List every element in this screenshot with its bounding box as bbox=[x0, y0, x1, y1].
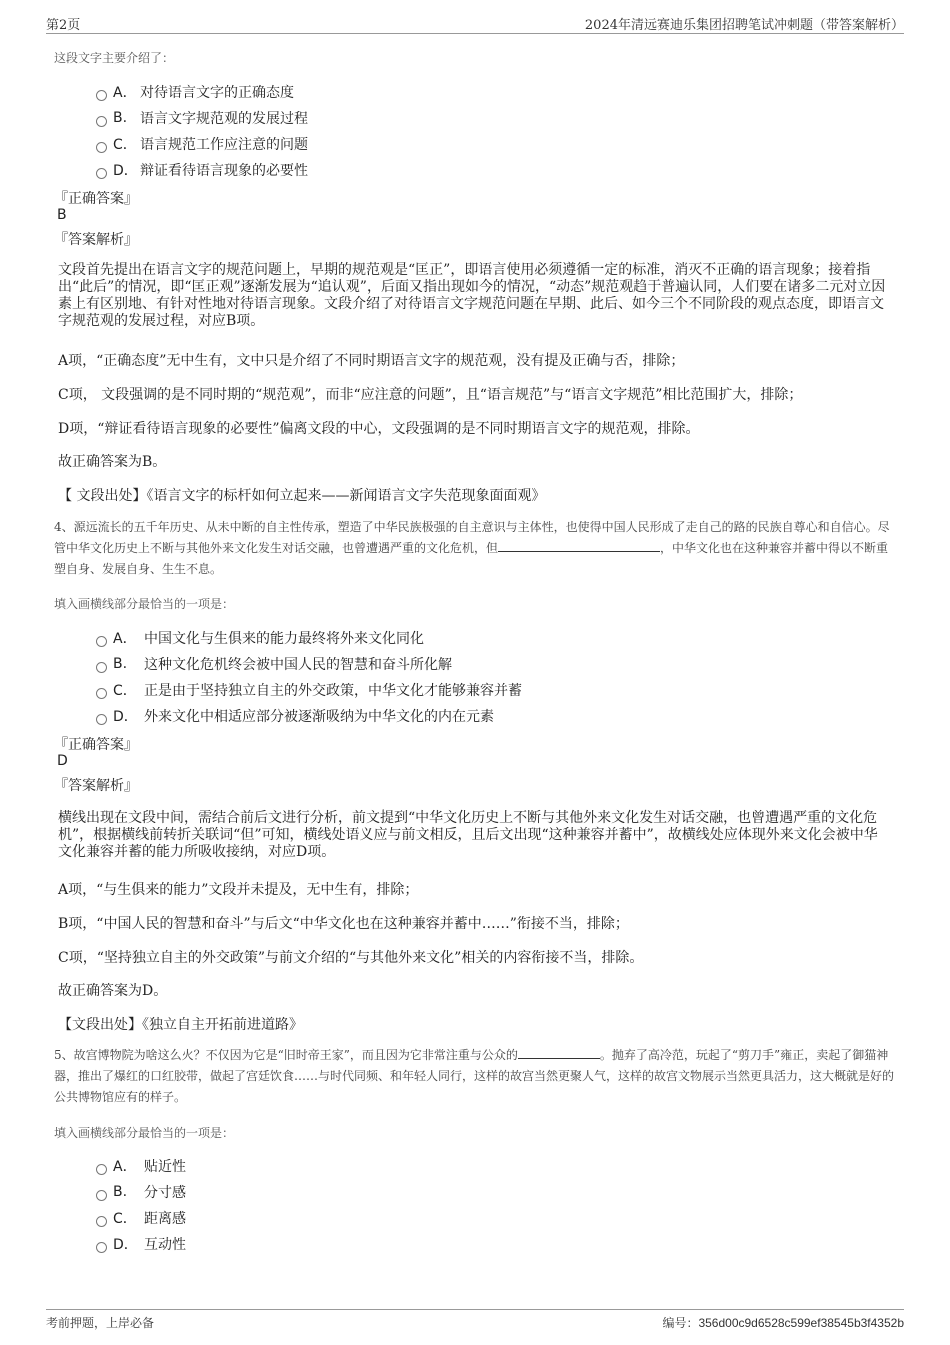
radio-icon[interactable] bbox=[96, 636, 107, 647]
fill-blank bbox=[498, 539, 660, 552]
q4-item-b: B项，“中国人民的智慧和奋斗”与后文“中华文化也在这种兼容并蓄中……”衔接不当，排除； bbox=[58, 916, 629, 932]
radio-icon[interactable] bbox=[96, 1216, 107, 1227]
q5-option-b[interactable]: B. 分寸感 bbox=[96, 1182, 186, 1202]
radio-icon[interactable] bbox=[96, 142, 107, 153]
q4-option-a[interactable]: A． 中国文化与生俱来的能力最终将外来文化同化 bbox=[96, 628, 424, 648]
q4-source: 【文段出处】《独立自主开拓前进道路》 bbox=[58, 1017, 303, 1033]
q4-option-b[interactable]: B. 这种文化危机终会被中国人民的智慧和奋斗所化解 bbox=[96, 654, 452, 674]
q4-analysis: 横线出现在文段中间，需结合前后文进行分析，前文提到“中华文化历史上不断与其他外来文化发生对话交融，也曾遭遇严重的文化危机”，根据横线前转折关联词“但”可知，横线处语义应与前文相反，且后文出现“这种兼容并蓄中”，故横线处应体现外来文化会被中华文化兼容并蓄的能力所吸收接纳，对应D项。 bbox=[58, 810, 878, 860]
q4-conclusion: 故正确答案为D。 bbox=[58, 983, 168, 999]
q5-option-c[interactable]: C． 距离感 bbox=[96, 1208, 186, 1228]
radio-icon[interactable] bbox=[96, 90, 107, 101]
footer-code: 编号：356d00c9d6528c599ef38545b3f4352b bbox=[662, 1316, 904, 1330]
q4-prompt: 填入画横线部分最恰当的一项是： bbox=[54, 597, 235, 611]
q3-conclusion: 故正确答案为B。 bbox=[58, 454, 167, 470]
page-number: 第2页 bbox=[46, 18, 81, 33]
q3-analysis: 文段首先提出在语言文字的规范问题上，早期的规范观是“匡正”，即语言使用必须遵循一定的标准，消灭不正确的语言现象；接着指出“此后”的情况，即“匡正观”逐渐发展为“追认观”，后面又指出现如今的情况，“动态”规范观趋于普遍认同，人们要在诸多二元对立因素上有区别地、有针对性地对待语言现象。文段介绍了对待语言文字规范问题在早期、此后、如今三个不同阶段的观点态度，即语言文字规范观的发展过程，对应B项。 bbox=[58, 262, 886, 329]
q3-prompt: 这段文字主要介绍了： bbox=[54, 51, 175, 65]
q3-option-a[interactable]: A． 对待语言文字的正确态度 bbox=[96, 82, 294, 102]
q3-option-b[interactable]: B. 语言文字规范观的发展过程 bbox=[96, 108, 308, 128]
q3-analysis-label: 『答案解析』 bbox=[54, 232, 138, 248]
q4-analysis-label: 『答案解析』 bbox=[54, 778, 138, 794]
q3-item-c: C项， 文段强调的是不同时期的“规范观”，而非“应注意的问题”，且“语言规范”与“语言文字规范”相比范围扩大，排除； bbox=[58, 387, 803, 403]
q5-option-d[interactable]: D． 互动性 bbox=[96, 1234, 186, 1254]
fill-blank bbox=[518, 1046, 600, 1059]
q4-answer-label: 『正确答案』 bbox=[54, 737, 138, 753]
footer-slogan: 考前押题，上岸必备 bbox=[46, 1316, 155, 1330]
q3-answer: B bbox=[57, 207, 67, 223]
q5-stem: 5、故宫博物院为啥这么火？不仅因为它是“旧时帝王家”，而且因为它非常注重与公众的 。抛弃了高冷范，玩起了“剪刀手”雍正，卖起了御猫神器，推出了爆红的口红胶带，做起了宫廷饮食……与时代同频、和年轻人同行，这样的故宫当然更聚人气，这样的故宫文物展示当然更具活力，这大概就是好的公共博物馆应有的样子。 bbox=[54, 1048, 895, 1104]
radio-icon[interactable] bbox=[96, 714, 107, 725]
radio-icon[interactable] bbox=[96, 688, 107, 699]
q4-answer: D bbox=[57, 753, 68, 769]
q4-item-a: A项，“与生俱来的能力”文段并未提及，无中生有，排除； bbox=[58, 882, 419, 898]
footer-divider bbox=[46, 1309, 904, 1310]
q4-item-c: C项，“坚持独立自主的外交政策”与前文介绍的“与其他外来文化”相关的内容衔接不当，排除。 bbox=[58, 950, 644, 966]
q3-answer-label: 『正确答案』 bbox=[54, 191, 138, 207]
q5-prompt: 填入画横线部分最恰当的一项是： bbox=[54, 1126, 235, 1140]
q3-item-d: D项，“辩证看待语言现象的必要性”偏离文段的中心，文段强调的是不同时期语言文字的规范观，排除。 bbox=[58, 421, 700, 437]
radio-icon[interactable] bbox=[96, 1164, 107, 1175]
q4-stem: 4、源远流长的五千年历史、从未中断的自主性传承，塑造了中华民族极强的自主意识与主体性，也使得中国人民形成了走自己的路的民族自尊心和自信心。尽管中华文化历史上不断与其他外来文化发生对话交融，也曾遭遇严重的文化危机，但 ，中华文化也在这种兼容并蓄中得以不断重塑自身、发展自身、生生不息。 bbox=[54, 520, 890, 576]
document-title: 2024年清远赛迪乐集团招聘笔试冲刺题（带答案解析） bbox=[584, 18, 904, 33]
q3-source: 【 文段出处】《语言文字的标杆如何立起来——新闻语言文字失范现象面面观》 bbox=[58, 488, 546, 504]
radio-icon[interactable] bbox=[96, 1190, 107, 1201]
q5-option-a[interactable]: A． 贴近性 bbox=[96, 1156, 186, 1176]
q3-option-d[interactable]: D． 辩证看待语言现象的必要性 bbox=[96, 160, 308, 180]
radio-icon[interactable] bbox=[96, 1242, 107, 1253]
q3-option-c[interactable]: C． 语言规范工作应注意的问题 bbox=[96, 134, 308, 154]
header-divider bbox=[46, 33, 904, 34]
q3-item-a: A项，“正确态度”无中生有，文中只是介绍了不同时期语言文字的规范观，没有提及正确与否，排除； bbox=[58, 353, 685, 369]
q4-option-c[interactable]: C． 正是由于坚持独立自主的外交政策，中华文化才能够兼容并蓄 bbox=[96, 680, 522, 700]
q4-option-d[interactable]: D． 外来文化中相适应部分被逐渐吸纳为中华文化的内在元素 bbox=[96, 706, 494, 726]
radio-icon[interactable] bbox=[96, 662, 107, 673]
radio-icon[interactable] bbox=[96, 116, 107, 127]
radio-icon[interactable] bbox=[96, 168, 107, 179]
